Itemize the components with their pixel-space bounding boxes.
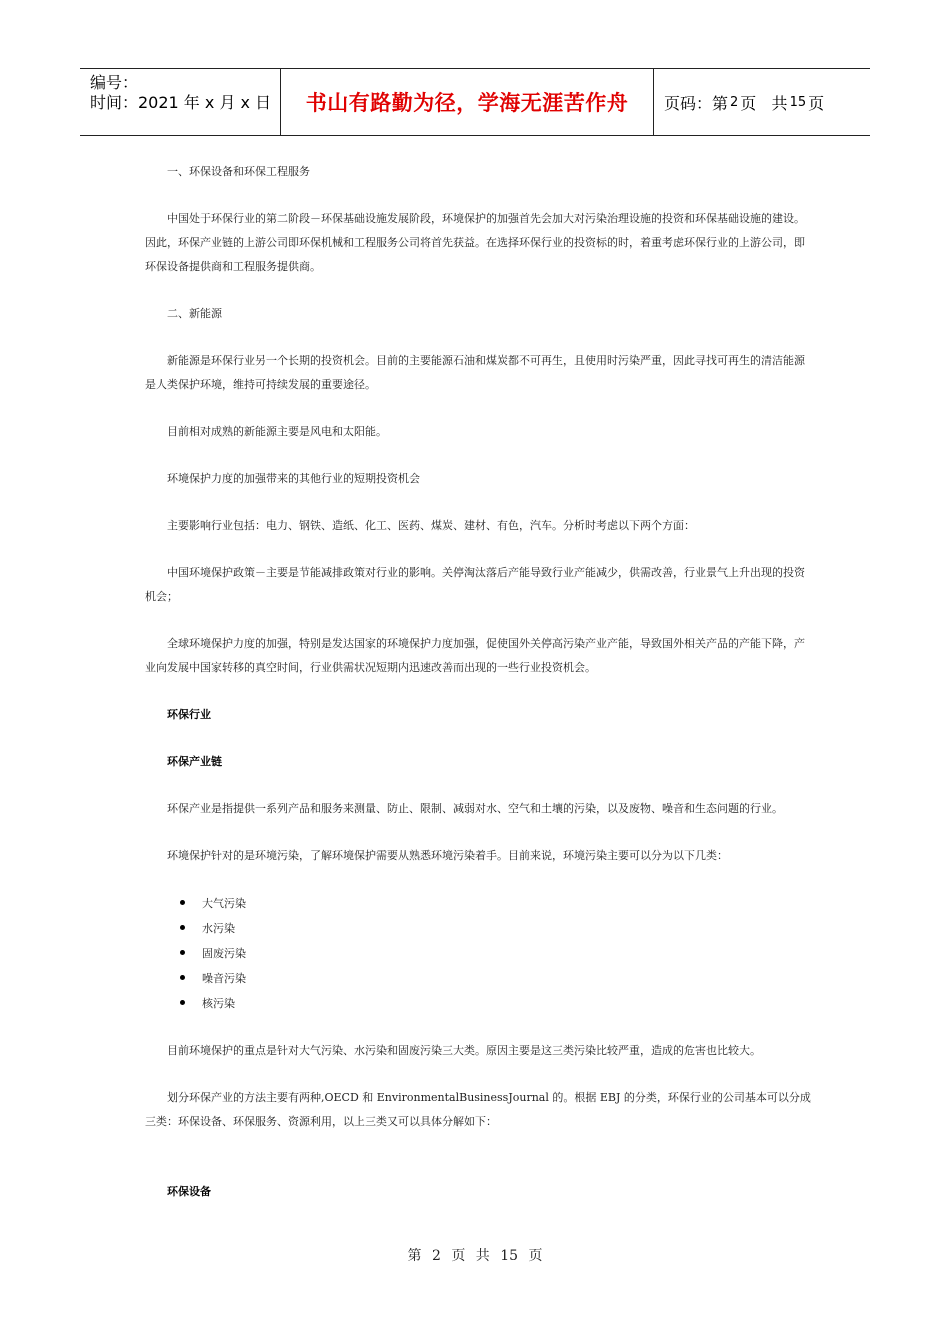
header-page-mid: 页 共 (740, 93, 788, 113)
list-item: 水污染 (180, 916, 813, 941)
paragraph: 目前相对成熟的新能源主要是风电和太阳能。 (167, 425, 387, 438)
document-body (145, 160, 813, 1227)
bullet-icon (180, 925, 185, 930)
paragraph: 环境保护力度的加强带来的其他行业的短期投资机会 (167, 472, 420, 485)
bullet-icon (180, 975, 185, 980)
paragraph: 全球环境保护力度的加强，特别是发达国家的环境保护力度加强，促使国外关停高污染产业产能，导致国外相关产品的产能下降，产业向发展中国家转移的真空时间，行业供需状况短期内迅速改善而出现的一些行业投资机会。 (145, 637, 805, 674)
footer-page-current: 2 (431, 1248, 441, 1264)
paragraph: 环境保护针对的是环境污染，了解环境保护需要从熟悉环境污染着手。目前来说，环境污染主要可以分为以下几类： (167, 849, 728, 862)
header-number-label: 编号： (90, 73, 139, 92)
bold-heading-equipment: 环保设备 (167, 1185, 211, 1198)
header-time-label: 时间：2021 年 x 月 x 日 (90, 93, 272, 112)
bullet-icon (180, 900, 185, 905)
header-page-total: 15 (789, 94, 807, 110)
header-page-current: 2 (730, 94, 739, 110)
header-page-prefix: 页码：第 (664, 93, 729, 113)
section-heading-equipment: 一、环保设备和环保工程服务 (167, 165, 310, 178)
paragraph: 环保产业是指提供一系列产品和服务来测量、防止、限制、减弱对水、空气和土壤的污染，以及废物、噪音和生态问题的行业。 (167, 802, 783, 815)
header-page-info (654, 69, 870, 135)
pollution-list (145, 891, 813, 1016)
bold-heading-industry: 环保行业 (167, 708, 211, 721)
paragraph: 中国处于环保行业的第二阶段－环保基础设施发展阶段，环境保护的加强首先会加大对污染治理设施的投资和环保基础设施的建设。因此，环保产业链的上游公司即环保机械和工程服务公司将首先获益。在选择环保行业的投资标的时，着重考虑环保行业的上游公司，即环保设备提供商和工程服务提供商。 (145, 212, 805, 273)
paragraph: 主要影响行业包括：电力、钢铁、造纸、化工、医药、煤炭、建材、有色，汽车。分析时考虑以下两个方面： (167, 519, 695, 532)
document-header (80, 68, 870, 136)
bullet-icon (180, 1000, 185, 1005)
footer-page-total: 15 (500, 1248, 519, 1264)
list-item: 固废污染 (180, 941, 813, 966)
paragraph: 划分环保产业的方法主要有两种,OECD 和 EnvironmentalBusinessJournal 的。根据 EBJ 的分类，环保行业的公司基本可以分成三类：环保设备、环保服务、资源利用，以上三类又可以具体分解如下： (145, 1091, 811, 1128)
bullet-icon (180, 950, 185, 955)
section-heading-new-energy: 二、新能源 (167, 307, 222, 320)
paragraph: 目前环境保护的重点是针对大气污染、水污染和固废污染三大类。原因主要是这三类污染比较严重，造成的危害也比较大。 (167, 1044, 761, 1057)
list-item: 噪音污染 (180, 966, 813, 991)
list-item: 核污染 (180, 991, 813, 1016)
header-page-suffix: 页 (808, 93, 825, 113)
header-meta (80, 69, 281, 135)
header-motto: 书山有路勤为径，学海无涯苦作舟 (281, 69, 654, 135)
paragraph: 中国环境保护政策－主要是节能减排政策对行业的影响。关停淘汰落后产能导致行业产能减少，供需改善，行业景气上升出现的投资机会； (145, 566, 805, 603)
paragraph: 新能源是环保行业另一个长期的投资机会。目前的主要能源石油和煤炭都不可再生，且使用时污染严重，因此寻找可再生的清洁能源是人类保护环境，维持可持续发展的重要途径。 (145, 354, 805, 391)
bold-heading-chain: 环保产业链 (167, 755, 222, 768)
list-item: 大气污染 (180, 891, 813, 916)
page-footer: 第 2 页 共 15 页 (407, 1248, 543, 1264)
